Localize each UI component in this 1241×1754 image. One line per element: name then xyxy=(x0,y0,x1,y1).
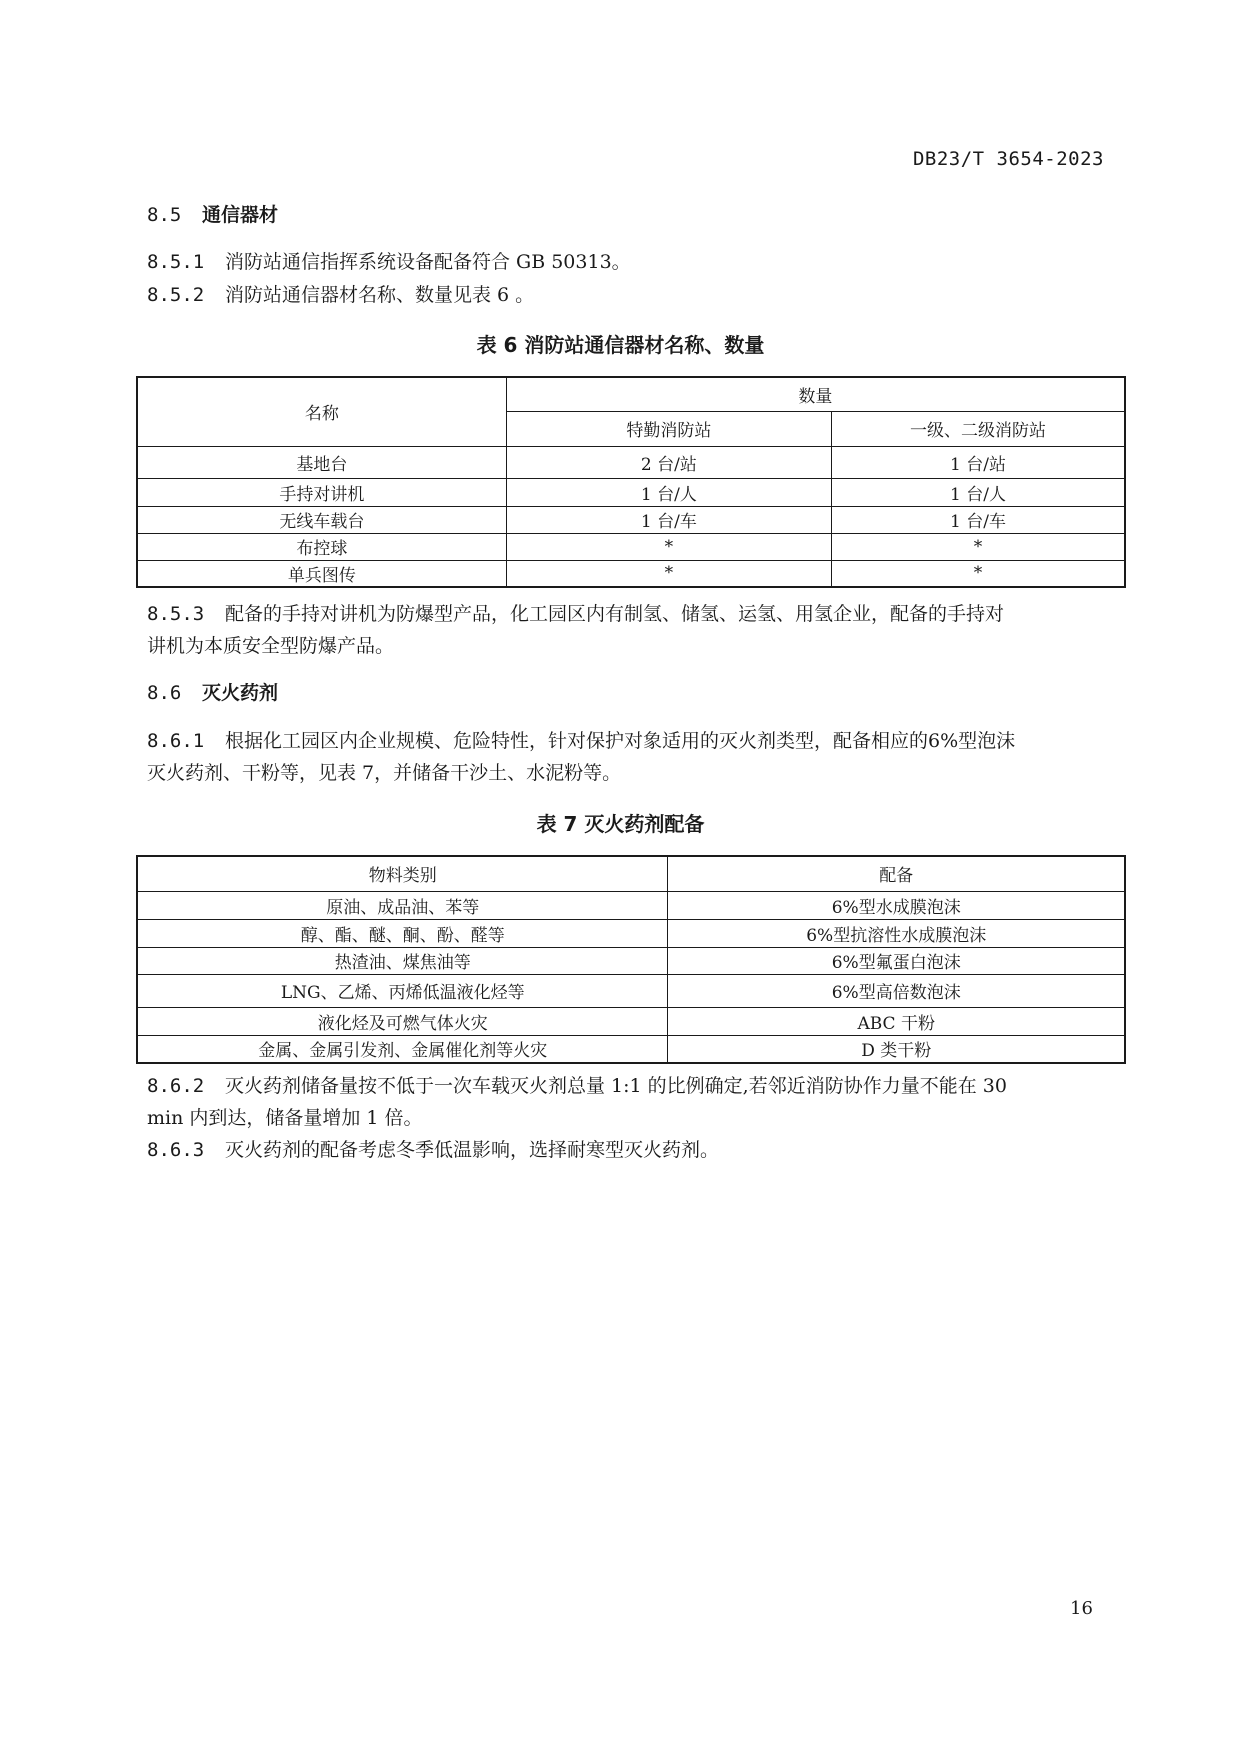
table-cell: 1 台/站 xyxy=(832,446,1125,478)
table-row xyxy=(137,919,1125,947)
section-title: 通信器材 xyxy=(202,204,279,226)
table-cell: 1 台/人 xyxy=(832,478,1125,506)
clause-number: 8.5.1 xyxy=(147,251,205,273)
table-cell: ABC 干粉 xyxy=(668,1007,1125,1035)
table-header-level-station: 一级、二级消防站 xyxy=(832,411,1125,446)
paragraph-8-5-1 xyxy=(147,244,1107,281)
table-cell: * xyxy=(832,533,1125,560)
table-cell: 原油、成品油、苯等 xyxy=(137,891,668,919)
section-heading-8-6 xyxy=(147,678,278,705)
table-cell: 布控球 xyxy=(137,533,506,560)
clause-text-continued: min 内到达，储备量增加 1 倍。 xyxy=(147,1107,423,1129)
table-6 xyxy=(136,376,1126,588)
clause-number: 8.6.3 xyxy=(147,1139,205,1161)
table-cell: 6%型抗溶性水成膜泡沫 xyxy=(668,919,1125,947)
table-cell: 基地台 xyxy=(137,446,506,478)
table-cell: 2 台/站 xyxy=(506,446,831,478)
table-row xyxy=(137,947,1125,974)
table-row xyxy=(137,533,1125,560)
paragraph-8-5-2 xyxy=(147,277,1107,314)
section-number: 8.6 xyxy=(147,682,182,704)
clause-number: 8.6.2 xyxy=(147,1075,205,1097)
table-cell: 手持对讲机 xyxy=(137,478,506,506)
table-cell: 1 台/车 xyxy=(506,506,831,533)
table-row xyxy=(137,974,1125,1007)
table-row xyxy=(137,1007,1125,1035)
table-cell: D 类干粉 xyxy=(668,1035,1125,1063)
clause-text: 根据化工园区内企业规模、危险特性，针对保护对象适用的灭火剂类型，配备相应的6%型泡沫 xyxy=(225,730,1016,752)
table-header-name: 名称 xyxy=(137,377,506,446)
paragraph-8-6-1 xyxy=(147,723,1107,792)
table-cell: 6%型高倍数泡沫 xyxy=(668,974,1125,1007)
clause-text: 配备的手持对讲机为防爆型产品，化工园区内有制氢、储氢、运氢、用氢企业，配备的手持对 xyxy=(225,603,1005,625)
table-cell: 液化烃及可燃气体火灾 xyxy=(137,1007,668,1035)
table-header-equipment: 配备 xyxy=(668,856,1125,891)
table-cell: 1 台/人 xyxy=(506,478,831,506)
table-6-caption: 表 6 消防站通信器材名称、数量 xyxy=(476,333,765,357)
clause-text: 灭火药剂储备量按不低于一次车载灭火剂总量 1:1 的比例确定,若邻近消防协作力量不能在 30 xyxy=(225,1075,1007,1097)
table-header-special-station: 特勤消防站 xyxy=(506,411,831,446)
section-number: 8.5 xyxy=(147,204,182,226)
table-cell: LNG、乙烯、丙烯低温液化烃等 xyxy=(137,974,668,1007)
table-7-caption: 表 7 灭火药剂配备 xyxy=(536,812,705,836)
table-cell: 金属、金属引发剂、金属催化剂等火灾 xyxy=(137,1035,668,1063)
table-cell: 1 台/车 xyxy=(832,506,1125,533)
table-cell: 6%型氟蛋白泡沫 xyxy=(668,947,1125,974)
table-cell: 热渣油、煤焦油等 xyxy=(137,947,668,974)
table-header-material: 物料类别 xyxy=(137,856,668,891)
clause-text-continued: 灭火药剂、干粉等，见表 7，并储备干沙土、水泥粉等。 xyxy=(147,762,622,784)
table-row xyxy=(137,478,1125,506)
paragraph-8-6-2 xyxy=(147,1068,1107,1137)
clause-number: 8.5.2 xyxy=(147,284,205,306)
table-row xyxy=(137,506,1125,533)
table-cell: 无线车载台 xyxy=(137,506,506,533)
paragraph-8-5-3 xyxy=(147,596,1107,665)
clause-number: 8.5.3 xyxy=(147,603,205,625)
table-cell: * xyxy=(832,560,1125,587)
table-row xyxy=(137,560,1125,587)
table-cell: 单兵图传 xyxy=(137,560,506,587)
table-header-quantity: 数量 xyxy=(506,377,1125,411)
table-row xyxy=(137,446,1125,478)
table-row xyxy=(137,891,1125,919)
clause-number: 8.6.1 xyxy=(147,730,205,752)
table-7 xyxy=(136,855,1126,1064)
clause-text: 消防站通信器材名称、数量见表 6 。 xyxy=(225,284,535,306)
section-heading-8-5 xyxy=(147,200,278,227)
table-cell: 6%型水成膜泡沫 xyxy=(668,891,1125,919)
table-cell: * xyxy=(506,533,831,560)
table-row xyxy=(137,1035,1125,1063)
paragraph-8-6-3 xyxy=(147,1132,1107,1169)
clause-text: 灭火药剂的配备考虑冬季低温影响，选择耐寒型灭火药剂。 xyxy=(225,1139,720,1161)
table-cell: * xyxy=(506,560,831,587)
document-number: DB23/T 3654-2023 xyxy=(912,148,1104,170)
page-number: 16 xyxy=(1070,1598,1093,1619)
table-cell: 醇、酯、醚、酮、酚、醛等 xyxy=(137,919,668,947)
clause-text: 消防站通信指挥系统设备配备符合 GB 50313。 xyxy=(225,251,631,273)
section-title: 灭火药剂 xyxy=(202,682,279,704)
clause-text-continued: 讲机为本质安全型防爆产品。 xyxy=(147,635,395,657)
